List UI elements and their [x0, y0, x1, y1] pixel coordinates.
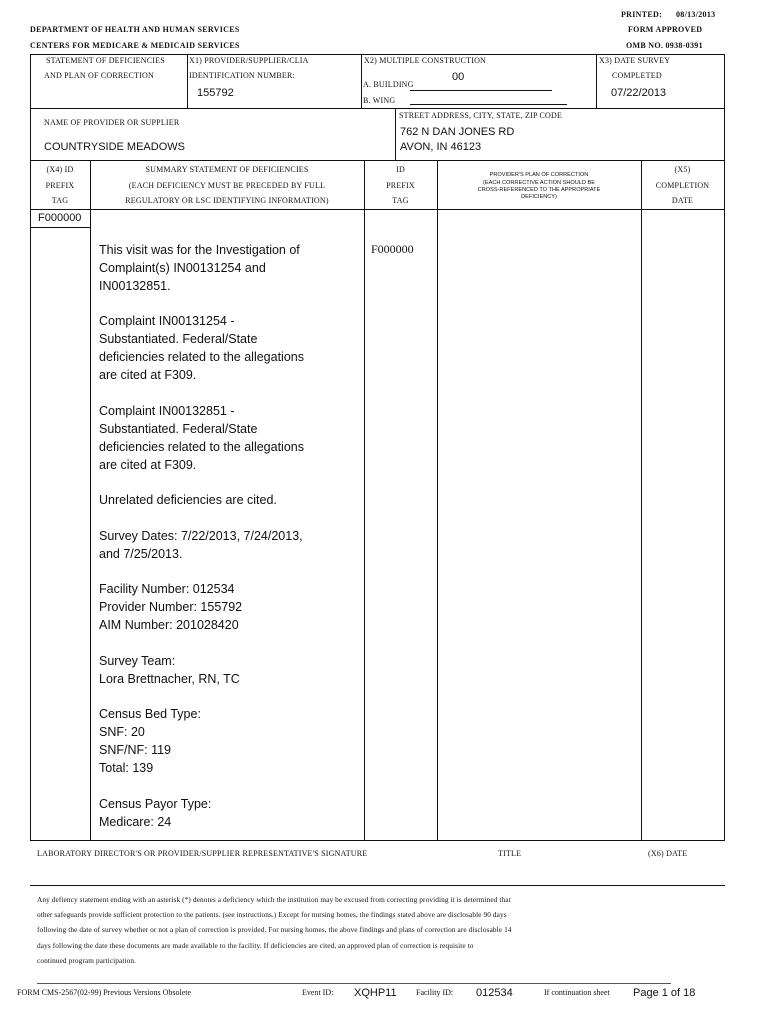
x1-label: X1) PROVIDER/SUPPLIER/CLIA — [189, 56, 309, 65]
deficiency-paragraph-8: Census Bed Type: SNF: 20 SNF/NF: 119 Total: 139 — [99, 707, 201, 775]
x6-date-label: (X6) DATE — [648, 849, 688, 858]
statement-label: STATEMENT OF DEFICIENCIES — [46, 56, 165, 65]
printed-label: PRINTED: — [621, 10, 663, 19]
notice-line-3: following the date of survey whether or not a plan of correction is provided. For nursing homes, the above findings and plans of correction are disclosable 14 — [37, 925, 512, 935]
disclaimer-notice — [37, 892, 717, 968]
provider-name-label: NAME OF PROVIDER OR SUPPLIER — [44, 118, 180, 127]
x5-label: (X5) — [674, 165, 691, 174]
event-id-label: Event ID: — [302, 988, 334, 997]
centers-name: CENTERS FOR MEDICARE & MEDICAID SERVICES — [30, 41, 240, 50]
deficiency-paragraph-6: Facility Number: 012534 Provider Number: 155792 AIM Number: 201028420 — [99, 582, 243, 632]
plan-instruction-2: CROSS-REFERENCED TO THE APPROPRIATE — [477, 187, 601, 193]
plan-of-correction-label: AND PLAN OF CORRECTION — [44, 71, 154, 80]
x5-date-label: DATE — [671, 196, 694, 205]
printed-date: 08/13/2013 — [676, 10, 716, 19]
x3-label: X3) DATE SURVEY — [599, 56, 671, 65]
plan-instruction-1: (EACH CORRECTIVE ACTION SHOULD BE — [483, 180, 595, 186]
x5-completion-label: COMPLETION — [655, 181, 710, 190]
address-line-2: AVON, IN 46123 — [400, 141, 482, 153]
x1-id-label: IDENTIFICATION NUMBER: — [189, 71, 295, 80]
summary-instruction-1: (EACH DEFICIENCY MUST BE PRECEDED BY FULL — [128, 181, 326, 190]
x2-label: X2) MULTIPLE CONSTRUCTION — [364, 56, 487, 65]
omb-number: OMB NO. 0938-0391 — [626, 41, 703, 50]
notice-line-5: continued program participation. — [37, 955, 137, 965]
form-approved: FORM APPROVED — [628, 25, 703, 34]
plan-label: PROVIDER'S PLAN OF CORRECTION — [489, 172, 589, 178]
deficiency-paragraph-2: Complaint IN00131254 - Substantiated. Federal/State deficiencies related to the allegations are cited at F309. — [99, 314, 304, 382]
summary-instruction-2: REGULATORY OR LSC IDENTIFYING INFORMATION) — [125, 196, 329, 205]
deficiency-paragraph-9: Census Payor Type: Medicare: 24 — [99, 797, 212, 829]
building-label: A. BUILDING — [363, 80, 414, 89]
plan-instruction-3: DEFICIENCY) — [521, 194, 557, 200]
facility-id-value: 012534 — [476, 987, 513, 999]
department-name: DEPARTMENT OF HEALTH AND HUMAN SERVICES — [30, 25, 240, 34]
address-line-1: 762 N DAN JONES RD — [400, 126, 515, 138]
deficiency-paragraph-5: Survey Dates: 7/22/2013, 7/24/2013, and 7/25/2013. — [99, 529, 303, 561]
signature-label: LABORATORY DIRECTOR'S OR PROVIDER/SUPPLIER REPRESENTATIVE'S SIGNATURE — [37, 849, 368, 858]
continuation-label: If continuation sheet — [544, 988, 610, 997]
id-label: ID — [396, 165, 405, 174]
event-id-value: XQHP11 — [354, 987, 397, 999]
id-tag-label: TAG — [392, 196, 409, 205]
x3-completed-label: COMPLETED — [612, 71, 662, 80]
provider-id-value: 155792 — [197, 87, 234, 99]
form-number: FORM CMS-2567(02-99) Previous Versions Obsolete — [17, 988, 192, 997]
deficiency-paragraph-3: Complaint IN00132851 - Substantiated. Federal/State deficiencies related to the allegations are cited at F309. — [99, 404, 304, 472]
notice-line-2: other safeguards provide sufficient protection to the patients. (see instructions.) Except for nursing homes, the findings stated above are disclosable 90 days — [37, 910, 507, 920]
x4-tag-label: TAG — [51, 196, 69, 205]
deficiency-paragraph-7: Survey Team: Lora Brettnacher, RN, TC — [99, 654, 240, 686]
building-value: 00 — [452, 71, 465, 83]
id-prefix-label: PREFIX — [386, 181, 415, 190]
summary-label: SUMMARY STATEMENT OF DEFICIENCIES — [145, 165, 309, 174]
survey-date-value: 07/22/2013 — [611, 87, 667, 99]
page-number: Page 1 of 18 — [633, 987, 696, 999]
address-label: STREET ADDRESS, CITY, STATE, ZIP CODE — [399, 111, 563, 120]
x4-id-label: (X4) ID — [46, 165, 74, 174]
provider-name-value: COUNTRYSIDE MEADOWS — [44, 141, 185, 153]
right-tag: F000000 — [371, 242, 414, 256]
wing-label: B. WING — [363, 96, 396, 105]
title-label: TITLE — [498, 849, 522, 858]
deficiency-paragraph-4: Unrelated deficiencies are cited. — [99, 493, 277, 507]
notice-line-1: Any defiency statement ending with an asterisk (*) denotes a deficiency which the institution may be excused from correcting providing it is determined that — [37, 895, 511, 904]
notice-line-4: days following the date these documents are made available to the facility. If deficiencies are cited, an approved plan of correction is requisite to — [37, 940, 474, 950]
left-tag: F000000 — [38, 212, 82, 224]
facility-id-label: Facility ID: — [416, 988, 454, 997]
x4-prefix-label: PREFIX — [45, 181, 75, 190]
deficiency-paragraph-1: This visit was for the Investigation of Complaint(s) IN00131254 and IN00132851. — [99, 243, 300, 293]
